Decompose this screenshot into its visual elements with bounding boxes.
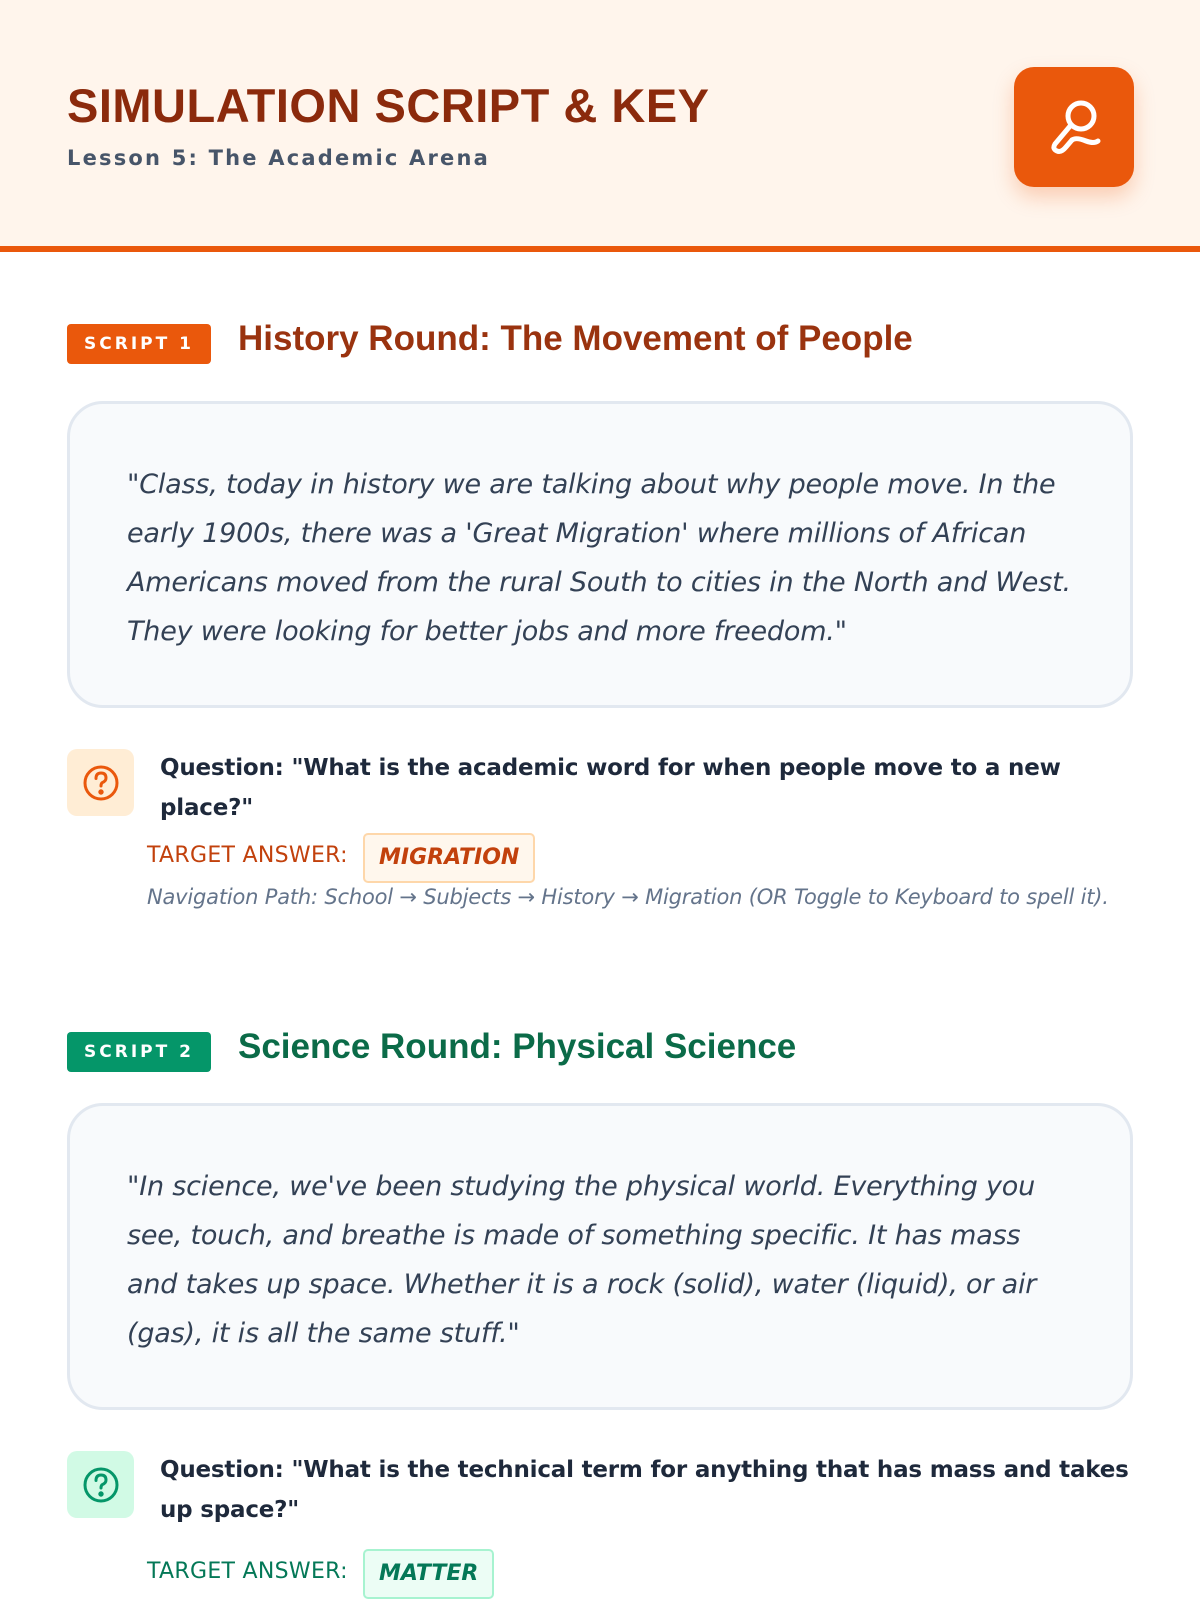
target-answer-chip: MATTER	[363, 1549, 494, 1599]
script-tag: SCRIPT 2	[67, 1032, 211, 1072]
question-circle-icon	[81, 1465, 121, 1505]
navigation-path: Navigation Path: School → Subjects → History → Migration (OR Toggle to Keyboard to spell it).	[147, 885, 1109, 909]
target-answer-chip: MIGRATION	[363, 833, 535, 883]
script-tag: SCRIPT 1	[67, 324, 211, 364]
page-title: SIMULATION SCRIPT & KEY	[67, 79, 710, 132]
header-badge	[1014, 67, 1134, 187]
question-icon-box	[67, 749, 134, 816]
section-title: Science Round: Physical Science	[238, 1027, 797, 1066]
target-answer-label: TARGET ANSWER:	[147, 1559, 348, 1584]
script-2-box	[67, 1103, 1133, 1410]
script-text: "Class, today in history we are talking about why people move. In the early 1900s, there was a 'Great Migration' where millions of African Americans moved from the rural South to cities in the North and West. They were looking for better jobs and more freedom."	[127, 469, 1071, 647]
script-text: "In science, we've been studying the physical world. Everything you see, touch, and breathe is made of something specific. It has mass and takes up space. Whether it is a rock (solid), water (liquid), or air (gas), it is all the same stuff."	[127, 1171, 1037, 1349]
page-header	[0, 0, 1200, 252]
question-icon-box	[67, 1451, 134, 1518]
question-circle-icon	[81, 763, 121, 803]
microphone-icon	[1046, 97, 1102, 157]
question-text: Question: "What is the technical term for anything that has mass and takes up space?"	[160, 1457, 1129, 1523]
page-subtitle: Lesson 5: The Academic Arena	[67, 146, 491, 170]
target-answer-label: TARGET ANSWER:	[147, 843, 348, 868]
section-title: History Round: The Movement of People	[238, 319, 913, 358]
question-text: Question: "What is the academic word for when people move to a new place?"	[160, 755, 1061, 821]
script-1-box	[67, 401, 1133, 708]
